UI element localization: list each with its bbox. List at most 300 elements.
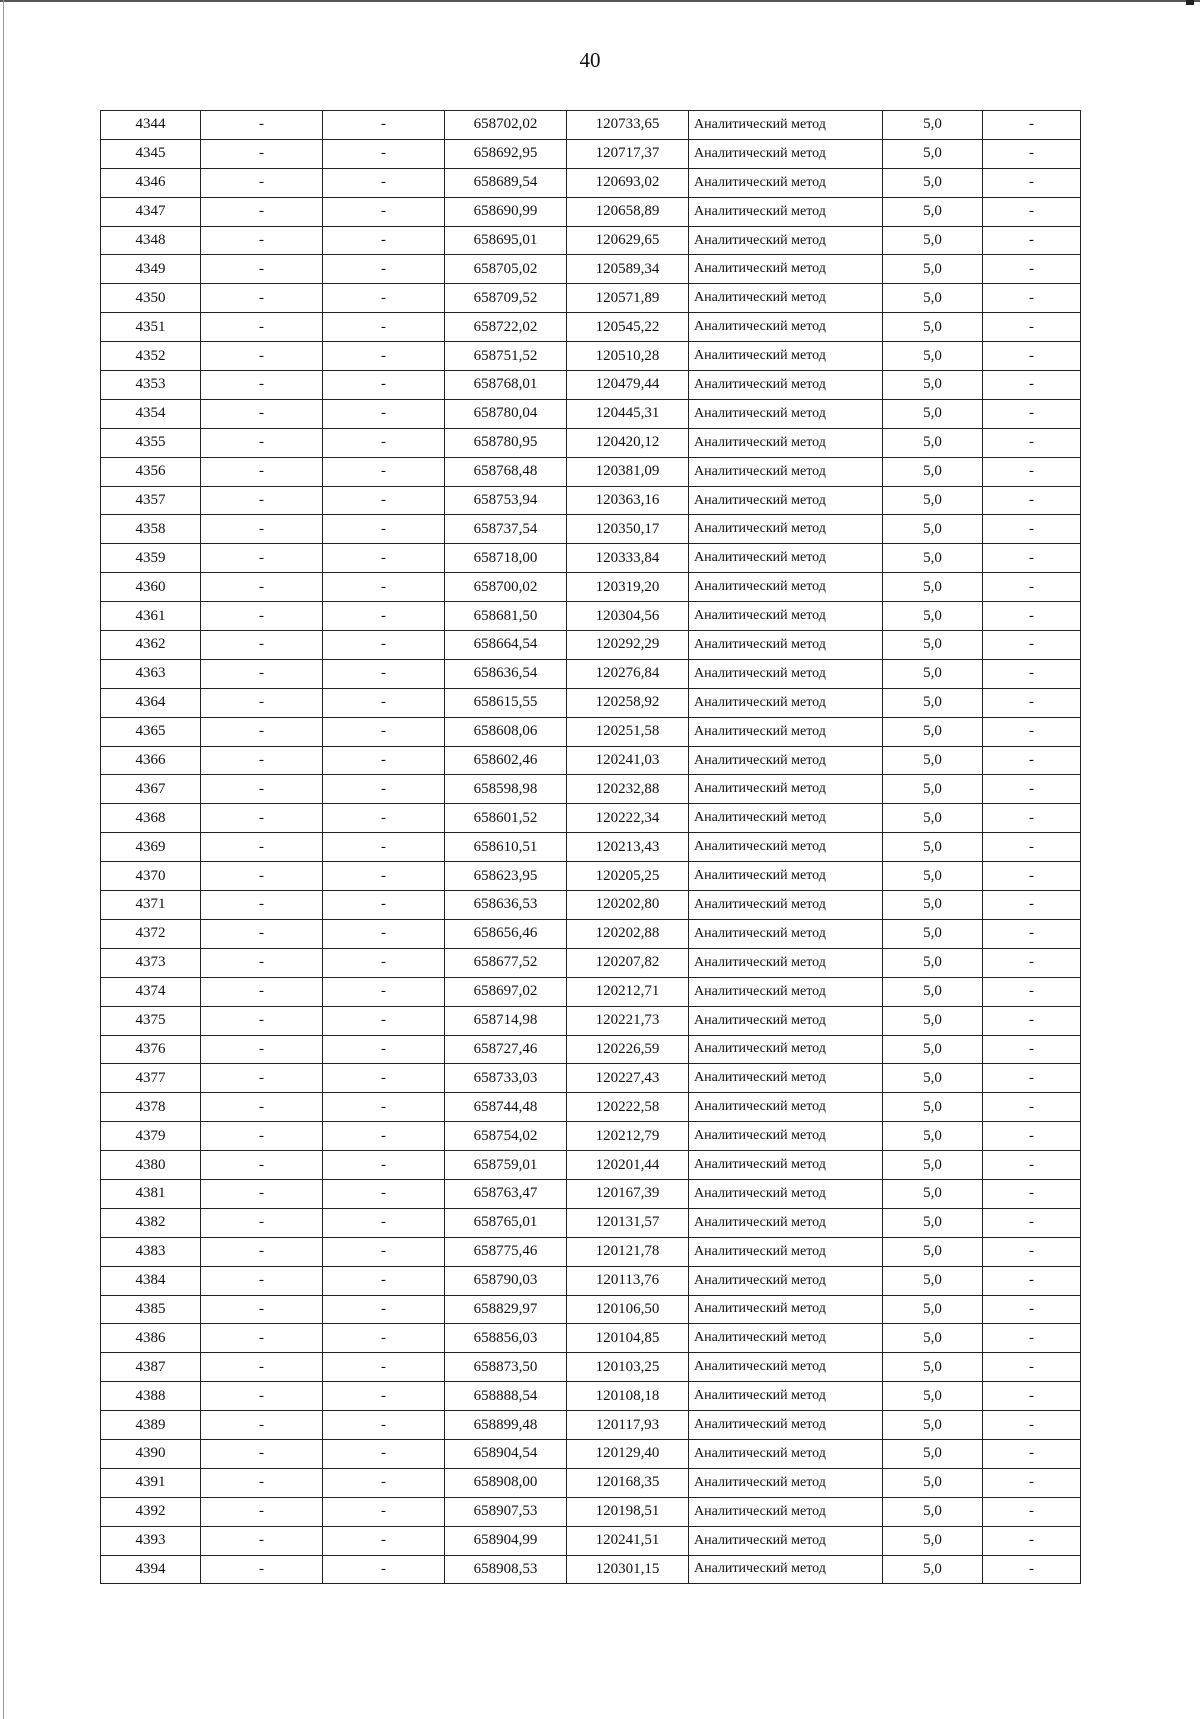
accuracy-cell: 5,0 [883,775,983,804]
accuracy-cell: 5,0 [883,948,983,977]
accuracy-cell: 5,0 [883,139,983,168]
point-number-cell: 4354 [101,399,201,428]
y-coordinate-cell: 120333,84 [567,544,689,573]
y-coordinate-cell: 120363,16 [567,486,689,515]
table-row [101,1411,1081,1440]
dash-cell-a: - [201,313,323,342]
y-coordinate-cell: 120445,31 [567,399,689,428]
table-row [101,226,1081,255]
x-coordinate-cell: 658722,02 [445,313,567,342]
table-row [101,1179,1081,1208]
point-number-cell: 4368 [101,804,201,833]
method-cell: Аналитический метод [689,717,883,746]
x-coordinate-cell: 658697,02 [445,977,567,1006]
dash-cell-a: - [201,1006,323,1035]
method-cell: Аналитический метод [689,197,883,226]
point-number-cell: 4391 [101,1468,201,1497]
dash-cell-b: - [323,688,445,717]
point-number-cell: 4382 [101,1208,201,1237]
method-cell: Аналитический метод [689,1208,883,1237]
x-coordinate-cell: 658780,04 [445,399,567,428]
description-cell: - [983,631,1081,660]
description-cell: - [983,371,1081,400]
description-cell: - [983,891,1081,920]
method-cell: Аналитический метод [689,1237,883,1266]
table-row [101,1526,1081,1555]
y-coordinate-cell: 120241,03 [567,746,689,775]
dash-cell-a: - [201,1179,323,1208]
dash-cell-a: - [201,659,323,688]
dash-cell-a: - [201,342,323,371]
y-coordinate-cell: 120733,65 [567,111,689,140]
x-coordinate-cell: 658737,54 [445,515,567,544]
description-cell: - [983,313,1081,342]
point-number-cell: 4390 [101,1439,201,1468]
accuracy-cell: 5,0 [883,1526,983,1555]
y-coordinate-cell: 120103,25 [567,1353,689,1382]
description-cell: - [983,1064,1081,1093]
dash-cell-a: - [201,284,323,313]
x-coordinate-cell: 658636,53 [445,891,567,920]
x-coordinate-cell: 658733,03 [445,1064,567,1093]
point-number-cell: 4375 [101,1006,201,1035]
y-coordinate-cell: 120571,89 [567,284,689,313]
x-coordinate-cell: 658727,46 [445,1035,567,1064]
dash-cell-a: - [201,1237,323,1266]
x-coordinate-cell: 658636,54 [445,659,567,688]
table-row [101,1324,1081,1353]
dash-cell-b: - [323,1411,445,1440]
x-coordinate-cell: 658689,54 [445,168,567,197]
description-cell: - [983,1122,1081,1151]
accuracy-cell: 5,0 [883,1179,983,1208]
table-row [101,1093,1081,1122]
accuracy-cell: 5,0 [883,1382,983,1411]
x-coordinate-cell: 658681,50 [445,602,567,631]
dash-cell-a: - [201,1555,323,1584]
accuracy-cell: 5,0 [883,659,983,688]
method-cell: Аналитический метод [689,1382,883,1411]
y-coordinate-cell: 120167,39 [567,1179,689,1208]
x-coordinate-cell: 658601,52 [445,804,567,833]
x-coordinate-cell: 658775,46 [445,1237,567,1266]
description-cell: - [983,688,1081,717]
dash-cell-a: - [201,486,323,515]
accuracy-cell: 5,0 [883,168,983,197]
dash-cell-b: - [323,602,445,631]
description-cell: - [983,342,1081,371]
accuracy-cell: 5,0 [883,891,983,920]
table-row [101,833,1081,862]
x-coordinate-cell: 658702,02 [445,111,567,140]
point-number-cell: 4372 [101,919,201,948]
description-cell: - [983,515,1081,544]
y-coordinate-cell: 120420,12 [567,428,689,457]
point-number-cell: 4378 [101,1093,201,1122]
table-row [101,948,1081,977]
table-row [101,1064,1081,1093]
y-coordinate-cell: 120717,37 [567,139,689,168]
table-row [101,544,1081,573]
dash-cell-b: - [323,486,445,515]
dash-cell-a: - [201,1151,323,1180]
table-row [101,804,1081,833]
y-coordinate-cell: 120212,71 [567,977,689,1006]
dash-cell-a: - [201,226,323,255]
method-cell: Аналитический метод [689,948,883,977]
accuracy-cell: 5,0 [883,919,983,948]
method-cell: Аналитический метод [689,573,883,602]
point-number-cell: 4353 [101,371,201,400]
point-number-cell: 4371 [101,891,201,920]
dash-cell-b: - [323,746,445,775]
table-row [101,168,1081,197]
table-row [101,631,1081,660]
accuracy-cell: 5,0 [883,111,983,140]
table-row [101,428,1081,457]
x-coordinate-cell: 658790,03 [445,1266,567,1295]
method-cell: Аналитический метод [689,1122,883,1151]
method-cell: Аналитический метод [689,1526,883,1555]
description-cell: - [983,1266,1081,1295]
dash-cell-a: - [201,428,323,457]
point-number-cell: 4355 [101,428,201,457]
accuracy-cell: 5,0 [883,746,983,775]
dash-cell-a: - [201,1035,323,1064]
point-number-cell: 4384 [101,1266,201,1295]
table-row [101,457,1081,486]
description-cell: - [983,1151,1081,1180]
y-coordinate-cell: 120222,58 [567,1093,689,1122]
description-cell: - [983,1295,1081,1324]
x-coordinate-cell: 658602,46 [445,746,567,775]
table-row [101,1208,1081,1237]
accuracy-cell: 5,0 [883,1555,983,1584]
scan-corner-mark [1186,0,1194,5]
x-coordinate-cell: 658765,01 [445,1208,567,1237]
description-cell: - [983,659,1081,688]
description-cell: - [983,833,1081,862]
y-coordinate-cell: 120545,22 [567,313,689,342]
accuracy-cell: 5,0 [883,515,983,544]
dash-cell-b: - [323,717,445,746]
method-cell: Аналитический метод [689,1439,883,1468]
description-cell: - [983,544,1081,573]
description-cell: - [983,1439,1081,1468]
y-coordinate-cell: 120589,34 [567,255,689,284]
point-number-cell: 4365 [101,717,201,746]
dash-cell-a: - [201,1122,323,1151]
x-coordinate-cell: 658610,51 [445,833,567,862]
point-number-cell: 4373 [101,948,201,977]
table-row [101,284,1081,313]
page-number: 40 [579,48,601,72]
accuracy-cell: 5,0 [883,862,983,891]
accuracy-cell: 5,0 [883,631,983,660]
description-cell: - [983,602,1081,631]
dash-cell-a: - [201,1064,323,1093]
description-cell: - [983,1353,1081,1382]
y-coordinate-cell: 120222,34 [567,804,689,833]
point-number-cell: 4364 [101,688,201,717]
table-row [101,1353,1081,1382]
point-number-cell: 4356 [101,457,201,486]
description-cell: - [983,746,1081,775]
accuracy-cell: 5,0 [883,602,983,631]
dash-cell-a: - [201,948,323,977]
table-row [101,1266,1081,1295]
dash-cell-b: - [323,399,445,428]
dash-cell-b: - [323,284,445,313]
dash-cell-a: - [201,544,323,573]
point-number-cell: 4385 [101,1295,201,1324]
description-cell: - [983,486,1081,515]
y-coordinate-cell: 120304,56 [567,602,689,631]
table-row [101,371,1081,400]
dash-cell-b: - [323,1151,445,1180]
dash-cell-b: - [323,1555,445,1584]
x-coordinate-cell: 658908,00 [445,1468,567,1497]
y-coordinate-cell: 120276,84 [567,659,689,688]
y-coordinate-cell: 120198,51 [567,1497,689,1526]
point-number-cell: 4360 [101,573,201,602]
point-number-cell: 4376 [101,1035,201,1064]
point-number-cell: 4361 [101,602,201,631]
point-number-cell: 4351 [101,313,201,342]
dash-cell-b: - [323,197,445,226]
method-cell: Аналитический метод [689,688,883,717]
method-cell: Аналитический метод [689,168,883,197]
dash-cell-b: - [323,544,445,573]
y-coordinate-cell: 120205,25 [567,862,689,891]
y-coordinate-cell: 120241,51 [567,1526,689,1555]
method-cell: Аналитический метод [689,659,883,688]
x-coordinate-cell: 658598,98 [445,775,567,804]
table-row [101,342,1081,371]
dash-cell-b: - [323,255,445,284]
method-cell: Аналитический метод [689,1295,883,1324]
table-row [101,775,1081,804]
method-cell: Аналитический метод [689,919,883,948]
dash-cell-a: - [201,1353,323,1382]
point-number-cell: 4359 [101,544,201,573]
x-coordinate-cell: 658700,02 [445,573,567,602]
x-coordinate-cell: 658705,02 [445,255,567,284]
x-coordinate-cell: 658899,48 [445,1411,567,1440]
y-coordinate-cell: 120693,02 [567,168,689,197]
dash-cell-a: - [201,1208,323,1237]
method-cell: Аналитический метод [689,631,883,660]
point-number-cell: 4349 [101,255,201,284]
point-number-cell: 4344 [101,111,201,140]
x-coordinate-cell: 658608,06 [445,717,567,746]
x-coordinate-cell: 658888,54 [445,1382,567,1411]
accuracy-cell: 5,0 [883,1006,983,1035]
method-cell: Аналитический метод [689,1555,883,1584]
dash-cell-a: - [201,631,323,660]
dash-cell-a: - [201,775,323,804]
description-cell: - [983,1324,1081,1353]
table-row [101,1555,1081,1584]
x-coordinate-cell: 658709,52 [445,284,567,313]
dash-cell-a: - [201,515,323,544]
description-cell: - [983,948,1081,977]
dash-cell-b: - [323,1324,445,1353]
method-cell: Аналитический метод [689,486,883,515]
dash-cell-b: - [323,1237,445,1266]
description-cell: - [983,1382,1081,1411]
point-number-cell: 4393 [101,1526,201,1555]
x-coordinate-cell: 658623,95 [445,862,567,891]
table-row [101,1151,1081,1180]
dash-cell-a: - [201,1266,323,1295]
y-coordinate-cell: 120258,92 [567,688,689,717]
point-number-cell: 4358 [101,515,201,544]
description-cell: - [983,255,1081,284]
point-number-cell: 4357 [101,486,201,515]
y-coordinate-cell: 120629,65 [567,226,689,255]
method-cell: Аналитический метод [689,1411,883,1440]
description-cell: - [983,284,1081,313]
method-cell: Аналитический метод [689,111,883,140]
y-coordinate-cell: 120106,50 [567,1295,689,1324]
dash-cell-b: - [323,1035,445,1064]
accuracy-cell: 5,0 [883,1151,983,1180]
y-coordinate-cell: 120658,89 [567,197,689,226]
description-cell: - [983,168,1081,197]
description-cell: - [983,111,1081,140]
x-coordinate-cell: 658759,01 [445,1151,567,1180]
dash-cell-b: - [323,1497,445,1526]
description-cell: - [983,775,1081,804]
y-coordinate-cell: 120117,93 [567,1411,689,1440]
y-coordinate-cell: 120202,88 [567,919,689,948]
table-row [101,1035,1081,1064]
y-coordinate-cell: 120104,85 [567,1324,689,1353]
dash-cell-b: - [323,1266,445,1295]
coordinates-table [100,110,1081,1584]
method-cell: Аналитический метод [689,1006,883,1035]
accuracy-cell: 5,0 [883,1035,983,1064]
table-row [101,573,1081,602]
table-row [101,399,1081,428]
dash-cell-b: - [323,342,445,371]
method-cell: Аналитический метод [689,399,883,428]
point-number-cell: 4366 [101,746,201,775]
dash-cell-a: - [201,1439,323,1468]
x-coordinate-cell: 658873,50 [445,1353,567,1382]
dash-cell-a: - [201,1295,323,1324]
method-cell: Аналитический метод [689,1468,883,1497]
dash-cell-b: - [323,226,445,255]
dash-cell-b: - [323,1093,445,1122]
accuracy-cell: 5,0 [883,1468,983,1497]
accuracy-cell: 5,0 [883,1439,983,1468]
x-coordinate-cell: 658753,94 [445,486,567,515]
method-cell: Аналитический метод [689,746,883,775]
description-cell: - [983,804,1081,833]
method-cell: Аналитический метод [689,226,883,255]
point-number-cell: 4388 [101,1382,201,1411]
dash-cell-b: - [323,1382,445,1411]
dash-cell-a: - [201,399,323,428]
accuracy-cell: 5,0 [883,1093,983,1122]
table-row [101,659,1081,688]
table-row [101,1497,1081,1526]
dash-cell-a: - [201,602,323,631]
method-cell: Аналитический метод [689,139,883,168]
accuracy-cell: 5,0 [883,428,983,457]
dash-cell-a: - [201,1411,323,1440]
dash-cell-b: - [323,168,445,197]
dash-cell-a: - [201,833,323,862]
table-row [101,1237,1081,1266]
point-number-cell: 4367 [101,775,201,804]
y-coordinate-cell: 120168,35 [567,1468,689,1497]
dash-cell-b: - [323,804,445,833]
y-coordinate-cell: 120121,78 [567,1237,689,1266]
y-coordinate-cell: 120226,59 [567,1035,689,1064]
x-coordinate-cell: 658656,46 [445,919,567,948]
accuracy-cell: 5,0 [883,342,983,371]
table-row [101,688,1081,717]
accuracy-cell: 5,0 [883,1353,983,1382]
dash-cell-a: - [201,1382,323,1411]
accuracy-cell: 5,0 [883,255,983,284]
accuracy-cell: 5,0 [883,688,983,717]
dash-cell-a: - [201,573,323,602]
dash-cell-b: - [323,948,445,977]
table-row [101,486,1081,515]
accuracy-cell: 5,0 [883,833,983,862]
dash-cell-b: - [323,1006,445,1035]
table-row [101,139,1081,168]
accuracy-cell: 5,0 [883,1266,983,1295]
point-number-cell: 4363 [101,659,201,688]
accuracy-cell: 5,0 [883,1411,983,1440]
dash-cell-a: - [201,255,323,284]
description-cell: - [983,428,1081,457]
table-row [101,515,1081,544]
method-cell: Аналитический метод [689,1353,883,1382]
table-row [101,746,1081,775]
dash-cell-b: - [323,515,445,544]
point-number-cell: 4377 [101,1064,201,1093]
y-coordinate-cell: 120212,79 [567,1122,689,1151]
dash-cell-a: - [201,919,323,948]
accuracy-cell: 5,0 [883,486,983,515]
accuracy-cell: 5,0 [883,457,983,486]
table-row [101,197,1081,226]
method-cell: Аналитический метод [689,313,883,342]
method-cell: Аналитический метод [689,255,883,284]
description-cell: - [983,1208,1081,1237]
accuracy-cell: 5,0 [883,1324,983,1353]
dash-cell-b: - [323,977,445,1006]
dash-cell-a: - [201,804,323,833]
y-coordinate-cell: 120113,76 [567,1266,689,1295]
x-coordinate-cell: 658690,99 [445,197,567,226]
point-number-cell: 4347 [101,197,201,226]
dash-cell-b: - [323,111,445,140]
description-cell: - [983,919,1081,948]
method-cell: Аналитический метод [689,602,883,631]
y-coordinate-cell: 120251,58 [567,717,689,746]
method-cell: Аналитический метод [689,1266,883,1295]
point-number-cell: 4352 [101,342,201,371]
dash-cell-a: - [201,371,323,400]
x-coordinate-cell: 658768,01 [445,371,567,400]
